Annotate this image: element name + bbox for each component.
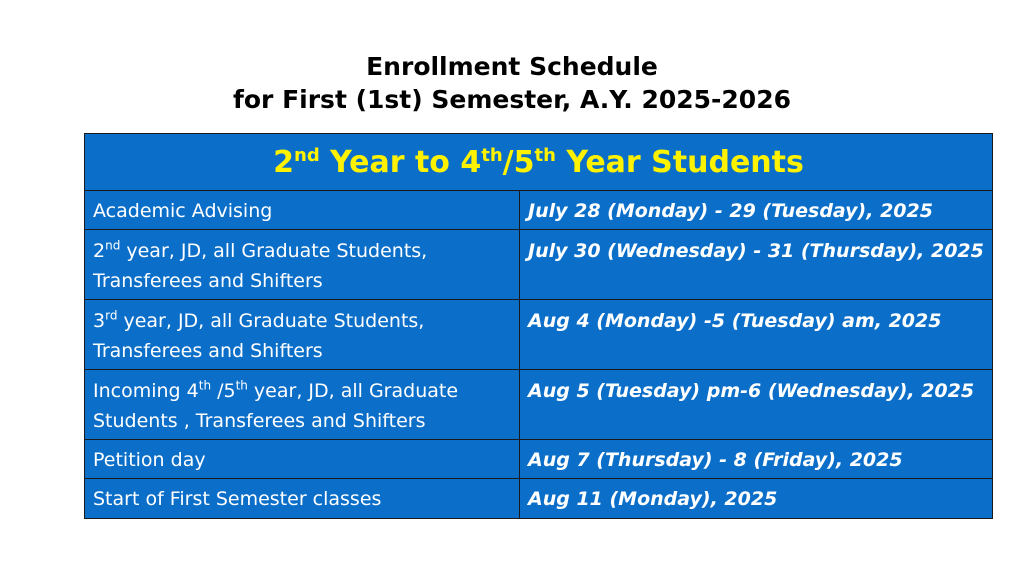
table-row (85, 300, 992, 370)
table-row (85, 440, 992, 479)
header-part-3: /5 (502, 144, 535, 180)
activity-cell (85, 230, 520, 299)
activity-cell (85, 300, 520, 369)
activity-cell: Academic Advising (85, 191, 520, 229)
header-sup-2: th (481, 144, 503, 166)
header-part-1: 2 (273, 144, 295, 180)
activity-cell (85, 370, 520, 439)
table-row (85, 370, 992, 440)
table-header (85, 134, 992, 191)
table-row (85, 191, 992, 230)
activity-number: 3 (93, 310, 106, 332)
activity-middle: /5 (211, 380, 236, 402)
date-cell: Aug 11 (Monday), 2025 (528, 488, 778, 510)
header-sup-3: th (534, 144, 556, 166)
activity-number: 2 (93, 240, 106, 262)
date-cell: July 28 (Monday) - 29 (Tuesday), 2025 (528, 200, 933, 222)
activity-suffix: rd (105, 308, 118, 323)
header-part-2: Year to 4 (319, 144, 482, 180)
date-cell: July 30 (Wednesday) - 31 (Thursday), 2025 (528, 240, 984, 262)
header-text (273, 145, 804, 180)
table-row (85, 230, 992, 300)
schedule-table (84, 133, 993, 519)
activity-cell: Start of First Semester classes (85, 479, 520, 518)
activity-cell: Petition day (85, 440, 520, 478)
activity-prefix: Incoming 4 (93, 380, 199, 402)
header-part-4: Year Students (555, 144, 804, 180)
title-line-1: Enrollment Schedule (366, 52, 658, 81)
date-cell: Aug 5 (Tuesday) pm-6 (Wednesday), 2025 (528, 380, 975, 402)
page-title (0, 50, 1024, 116)
date-cell: Aug 4 (Monday) -5 (Tuesday) am, 2025 (528, 310, 942, 332)
activity-suffix-2: th (235, 378, 248, 393)
activity-text: year, JD, all Graduate Students, Transferees and Shifters (93, 240, 428, 292)
header-sup-1: nd (294, 144, 320, 166)
date-cell: Aug 7 (Thursday) - 8 (Friday), 2025 (528, 449, 903, 471)
activity-text: year, JD, all Graduate Students, Transferees and Shifters (93, 310, 425, 362)
table-row (85, 479, 992, 518)
title-line-2: for First (1st) Semester, A.Y. 2025-2026 (233, 85, 791, 114)
activity-suffix-1: th (198, 378, 212, 393)
activity-text: year, JD, all Graduate Students , Transferees and Shifters (93, 380, 459, 432)
activity-suffix: nd (105, 238, 121, 253)
